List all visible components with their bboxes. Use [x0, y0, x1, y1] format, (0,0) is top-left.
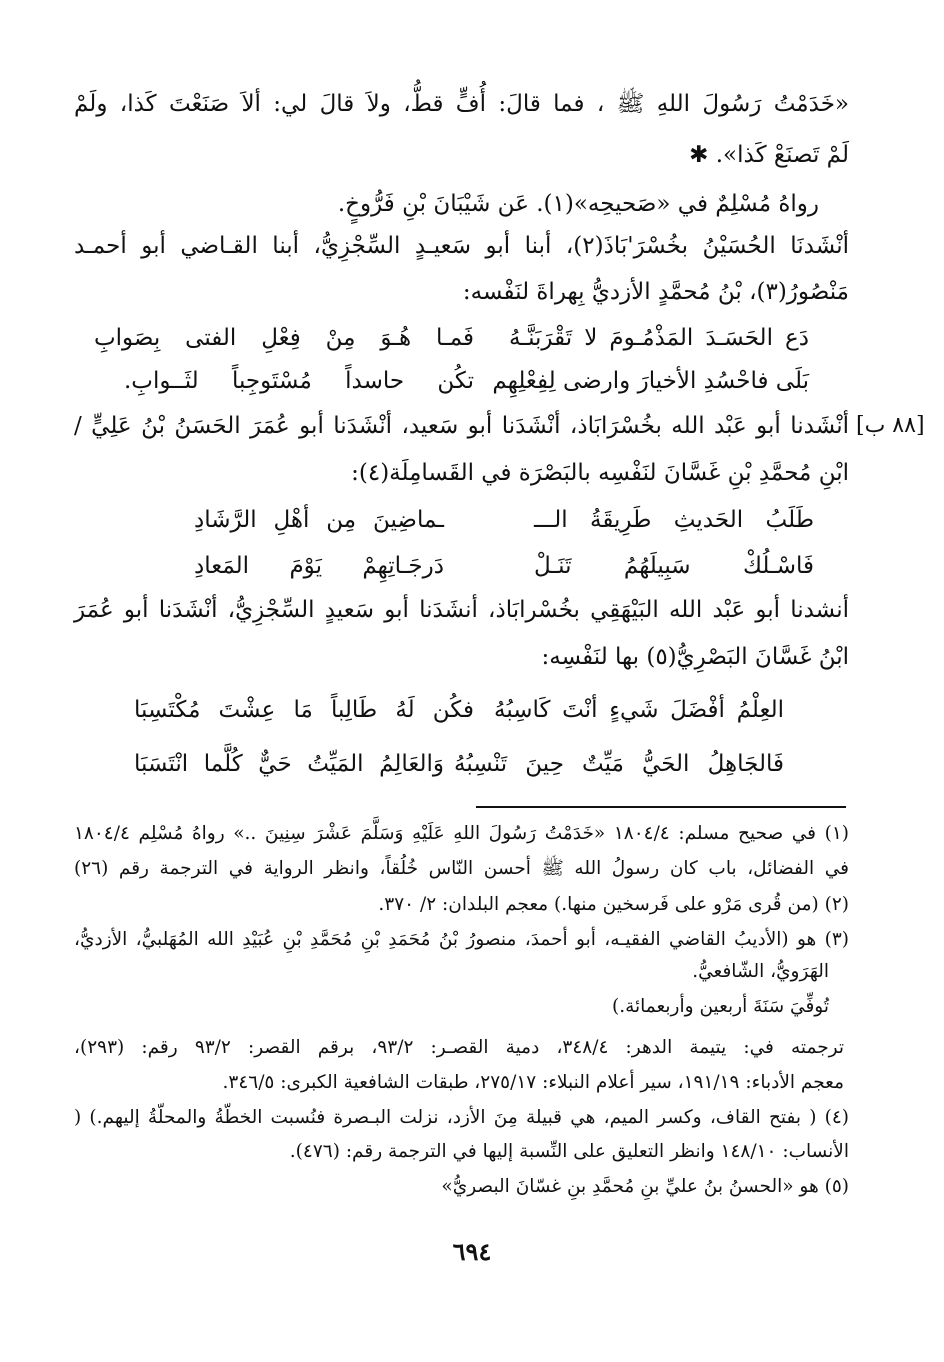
verse1-hemistich-b1: فَمـا هُـوَ مِنْ فِعْلِ الفتى بِصَوابِ [94, 325, 474, 351]
footnote-3-line-3: تُوفِّيَ سَنَةَ أربعين وأربعمائة.) [611, 996, 829, 1017]
footnote-3-line-1: (٣) هو (الأديبُ القاضي الفقيـه، أبو أحمدَ، منصورُ بْنُ مُحَمَدِ بْنِ مُحَمَّدِ بْنِ عُبَيْدِ الله المُهَلبيُّ، الأزديُّ، [74, 929, 849, 950]
body-line-1: «خَدَمْتُ رَسُولَ اللهِ ﷺ ، فما قالَ: أُفٍّ قطُّ، ولاَ قالَ لي: ألاَ صَنَعْتَ كَذا، ولَمْ [74, 91, 849, 117]
verse1-hemistich-a2: بَلَى فاحْسُدِ الأخيارَ وارضى لِفِعْلِهِم [492, 368, 809, 394]
body-line-3: رواهُ مُسْلِمٌ في «صَحيحِه»(١). عَن شَيْبَانَ بْنِ فَرُّوخٍ. [337, 191, 819, 217]
body-line-9: ابْنُ غَسَّانَ البَصْرِيُّ(٥) بها لنَفْسِه: [541, 644, 849, 670]
body-line-6: أنْشَدنا أبو عَبْد الله بخُسْرَابَاذ، أنْشَدَنا أبو سَعيد، أنْشَدَنا أبو عُمَرَ الحَسَنُ بْنُ عَلِيٍّ / [74, 413, 849, 439]
verse2-hemistich-a2: فَاسْـلُكْ سَبِيلَهُمُ تَنَـلْ [534, 553, 814, 579]
verse2-hemistich-b1: ـماضِينَ مِن أهْلِ الرَّشَادِ [194, 507, 444, 533]
footnote-4-line-1: (٤) ( بفتح القاف، وكسر الميم، هي قبيلة مِنَ الأزد، نزلت البـصرة فنُسبت الخطّةُ والمحلّةُ إليهم.) ( [74, 1107, 849, 1128]
verse1-hemistich-b2: تكُن حاسداً مُسْتَوجِباً لثَــوابِ. [124, 368, 474, 394]
footnote-separator [476, 806, 846, 808]
verse2-hemistich-b2: دَرجَـاتِهِمْ يَوْمَ المَعادِ [194, 553, 444, 579]
footnote-2: (٢) (من قُرى مَرْو على فَرسخين منها.) معجم البلدان: ٢/ ٣٧٠. [378, 894, 849, 915]
margin-folio-note: [٨٨ ب] [856, 413, 925, 438]
body-line-2: لَمْ تَصنَعْ كَذا». ✱ [689, 142, 849, 168]
body-line-5: مَنْصُورُ(٣)، بْنُ مُحمَّدٍ الأزديُّ بِهراةَ لنَفْسه: [462, 279, 849, 305]
verse2-hemistich-a1: طَلَبُ الحَديثِ طَرِيقَةُ الـــ [534, 507, 814, 533]
page-number: ٦٩٤ [452, 1237, 492, 1266]
verse3-hemistich-a1: العِلْمُ أفْضَلَ شَيءٍ أنْتَ كَاسِبُهُ [494, 697, 784, 723]
verse3-hemistich-a2: فَالجَاهِلُ الحَيُّ مَيِّتٌ حِينَ تَنْسِبُهُ [454, 751, 784, 777]
footnote-5: (٥) هو «الحسنُ بنُ عليِّ بنِ مُحمَّدِ بنِ غسّانَ البصريُّ» [441, 1176, 849, 1197]
verse3-hemistich-b1: فكُن لَهُ طَالِباً مَا عِشْتَ مُكْتَسِبَا [134, 697, 474, 723]
footnote-1-line-1: (١) في صحيح مسلم: ١٨٠٤/٤ «خَدَمْتُ رَسُولَ اللهِ عَلَيْهِ وَسَلَّمَ عَشْرَ سِنِينَ ..» رواهُ مُسْلِم ١٨٠٤/٤ [74, 823, 849, 844]
body-line-8: أنشدنا أبو عَبْد الله البَيْهَقِي بخُسْرابَاذ، أنشَدَنا أبو سَعيدٍ السِّجْزِيُّ، أنْشَدَنا أبو عُمَرَ [74, 597, 849, 623]
body-line-4: أنْشَدنَا الحُسَيْنُ بخُسْرَ'بَاذَ(٢)، أبنا أبو سَعيـدٍ السِّجْزِيُّ، أبنا القـاضي أبو أحمـد [74, 233, 850, 259]
footnote-4-line-2: الأنساب: ١٤٨/١٠ وانظر التعليق على النِّسبة إليها في الترجمة رقم: (٤٧٦). [289, 1141, 849, 1162]
footnote-3-line-5: معجم الأدباء: ١٩١/١٩، سير أعلام النبلاء: ٢٧٥/١٧، طبقات الشافعية الكبرى: ٣٤٦/٥. [222, 1072, 844, 1093]
footnote-3-line-4: ترجمته في: يتيمة الدهر: ٣٤٨/٤، دمية القصـر: ٩٣/٢، برقم القصر: ٩٣/٢ رقم: (٢٩٣)، [74, 1037, 844, 1058]
footnote-1-line-2: في الفضائل، باب كان رسولُ الله ﷺ أحسن النّاس خُلُقاً، وانظر الرواية في الترجمة رقم (٢٦) [74, 858, 849, 879]
verse3-hemistich-b2: وَالعَالِمُ المَيِّتُ حَيٌّ كُلَّما انْتَسَبَا [134, 751, 444, 777]
footnote-3-line-2: الهَرَويُّ، الشّافعيُّ. [692, 961, 829, 982]
body-line-7: ابْنِ مُحمَّدِ بْنِ غَسَّانَ لنَفْسِه بالبَصْرَة في القَسامِلَة(٤): [351, 460, 849, 486]
verse1-hemistich-a1: دَع الحَسَـدَ المَذْمُـومَ لا تَقْرَبَنَّـهُ [509, 325, 809, 351]
